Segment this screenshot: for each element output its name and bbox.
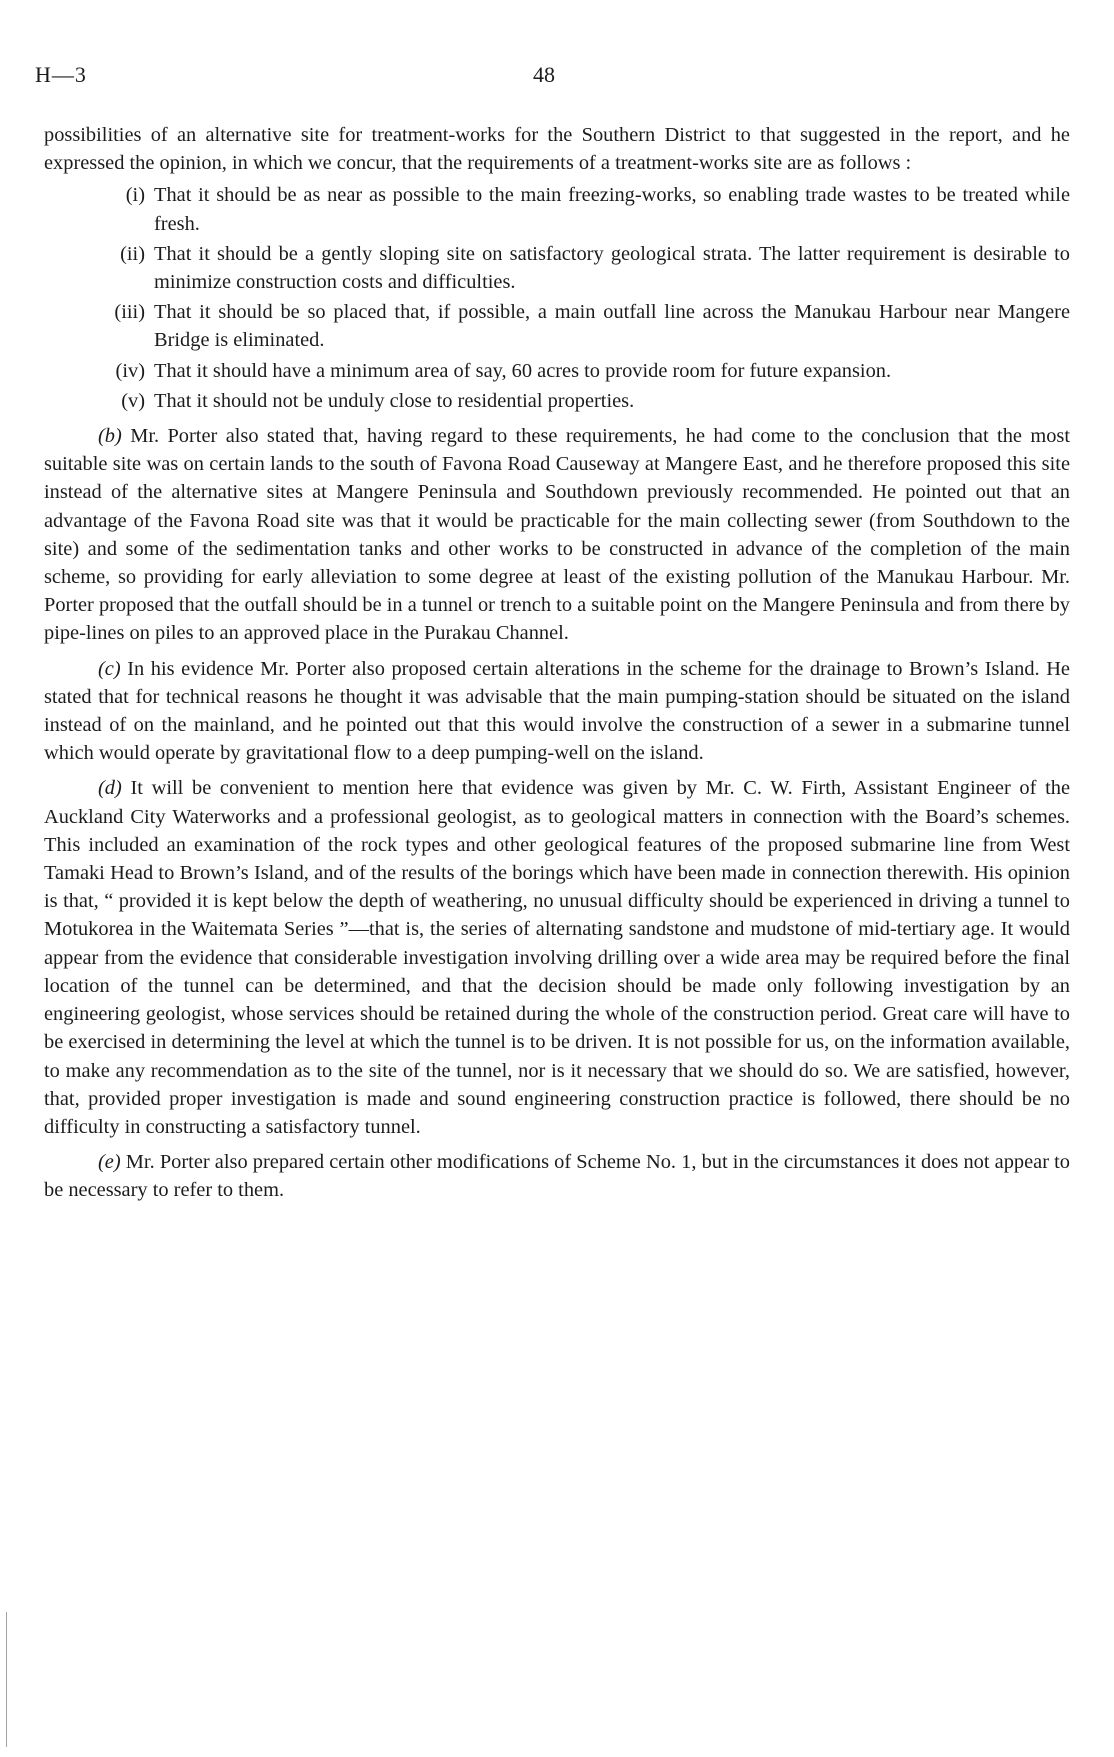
requirements-list xyxy=(44,181,1070,415)
requirement-label: (iii) xyxy=(114,301,145,324)
document-code: H—3 xyxy=(35,62,87,87)
page-header xyxy=(0,62,1114,92)
paragraph-label: (e) xyxy=(98,1151,121,1174)
scan-edge-line xyxy=(6,1612,7,1747)
paragraph-label: (c) xyxy=(98,657,121,680)
requirement-label: (v) xyxy=(121,389,145,412)
requirement-text: That it should not be unduly close to residential properties. xyxy=(154,389,635,412)
requirement-item xyxy=(44,387,1070,415)
page-number: 48 xyxy=(533,62,555,87)
paragraph-text: Mr. Porter also prepared certain other modifications of Scheme No. 1, but in the circumstances it does not appear to be necessary to refer to them. xyxy=(44,1151,1070,1202)
requirement-label: (iv) xyxy=(115,359,145,382)
document-body xyxy=(44,121,1070,1205)
requirement-text: That it should have a minimum area of say, 60 acres to provide room for future expansion. xyxy=(154,359,892,382)
paragraph-text: In his evidence Mr. Porter also proposed certain alterations in the scheme for the drainage to Brown’s Island. He stated that for technical reasons he thought it was advisable that the main pumping-station should be situated on the island instead of on the mainland, and he pointed out that this would involve the construction of a sewer in a submarine tunnel which would operate by gravitational flow to a deep pumping-well on the island. xyxy=(44,657,1070,765)
paragraph-b xyxy=(44,422,1070,648)
paragraph-label: (b) xyxy=(98,425,122,448)
requirement-item xyxy=(44,298,1070,354)
paragraph-e xyxy=(44,1148,1070,1204)
paragraph-text: It will be convenient to mention here that evidence was given by Mr. C. W. Firth, Assistant Engineer of the Auckland City Waterworks and a professional geologist, as to geological matters in connection with the Board’s schemes. This included an examination of the rock types and other geological features of the proposed submarine line from West Tamaki Head to Brown’s Island, and of the results of the borings which have been made in connection therewith. His opinion is that, “ provided it is kept below the depth of weathering, no unusual difficulty should be experienced in driving a tunnel to Motukorea in the Waitemata Series ”—that is, the series of alternating sandstone and mudstone of mid-tertiary age. It would appear from the evidence that considerable investigation involving drilling over a wide area may be required before the final location of the tunnel can be determined, and that the decision should be made only following investigation by an engineering geologist, whose services should be retained during the whole of the construction period. Great care will have to be exercised in determining the level at which the tunnel is to be driven. It is not possible for us, on the information available, to make any recommendation as to the site of the tunnel, nor is it necessary that we should do so. We are satisfied, however, that, provided proper investigation is made and sound engineering construction practice is followed, there should be no difficulty in constructing a satisfactory tunnel. xyxy=(44,777,1070,1138)
intro-paragraph: possibilities of an alternative site for treatment-works for the Southern District to that suggested in the report, and he expressed the opinion, in which we concur, that the requirements of a treatment-works site are as follows : xyxy=(44,124,1070,175)
requirement-item xyxy=(44,240,1070,296)
requirement-text: That it should be so placed that, if possible, a main outfall line across the Manukau Harbour near Mangere Bridge is eliminated. xyxy=(154,301,1070,352)
paragraph-text: Mr. Porter also stated that, having regard to these requirements, he had come to the conclusion that the most suitable site was on certain lands to the south of Favona Road Causeway at Mangere East, and he therefore proposed this site instead of the alternative sites at Mangere Peninsula and Southdown previously recommended. He pointed out that an advantage of the Favona Road site was that it would be practicable for the main collecting sewer (from Southdown to the site) and some of the sedimentation tanks and other works to be constructed in advance of the completion of the main scheme, so providing for early alleviation to some degree at least of the existing pollution of the Manukau Harbour. Mr. Porter proposed that the outfall should be in a tunnel or trench to a suitable point on the Mangere Peninsula and from there by pipe-lines on piles to an approved place in the Purakau Channel. xyxy=(44,425,1071,645)
requirement-item xyxy=(44,181,1070,237)
requirement-text: That it should be as near as possible to the main freezing-works, so enabling trade wastes to be treated while fresh. xyxy=(154,184,1070,235)
requirement-item xyxy=(44,357,1070,385)
paragraph-c xyxy=(44,655,1070,768)
requirement-label: (i) xyxy=(125,184,145,207)
paragraph-d xyxy=(44,774,1070,1141)
requirement-text: That it should be a gently sloping site on satisfactory geological strata. The latter requirement is desirable to minimize construction costs and difficulties. xyxy=(154,242,1070,294)
paragraph-label: (d) xyxy=(98,777,122,800)
requirement-label: (ii) xyxy=(120,242,145,265)
